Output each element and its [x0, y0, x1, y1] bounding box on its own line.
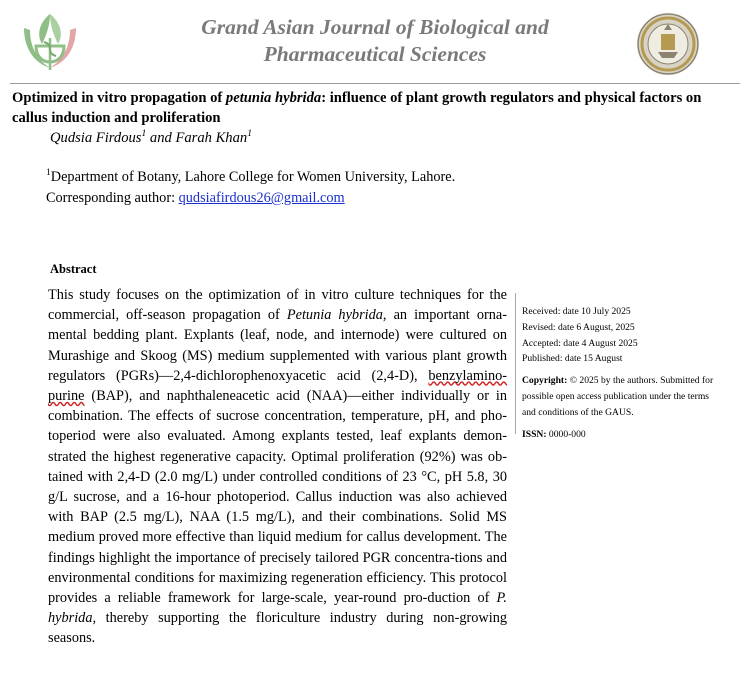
issn-label: ISSN:	[522, 428, 547, 440]
journal-title-line2: Pharmaceutical Sciences	[263, 42, 487, 66]
abstract-heading: Abstract	[50, 262, 97, 276]
journal-title	[150, 14, 600, 68]
affiliation-mark: 1	[46, 168, 51, 179]
abstract-text: thereby supporting the floriculture industry during non-growing seasons.	[48, 610, 507, 647]
accepted-date: Accepted: date 4 August 2025	[522, 337, 638, 349]
affiliation	[46, 169, 455, 186]
affiliation-text: Department of Botany, Lahore College for Women University, Lahore.	[50, 169, 456, 185]
author-2: and Farah Khan	[146, 130, 248, 146]
copyright-text: © 2025 by the authors. Submitted for possible open access publication under the terms and conditions of the GAUS.	[522, 375, 714, 418]
article-title	[12, 88, 730, 128]
sidebar-divider	[515, 293, 516, 434]
copyright-notice	[522, 373, 722, 420]
revised-date: Revised: date 6 August, 2025	[522, 321, 635, 333]
issn	[522, 427, 722, 443]
corresponding-label: Corresponding author:	[46, 190, 179, 206]
title-text-1: Optimized in vitro propagation of	[12, 90, 226, 106]
author-2-affiliation-mark: 1	[247, 129, 252, 140]
title-text-2: : influence of plant growth regulators and physical factors on callus induction and proliferation	[12, 90, 702, 126]
authors	[50, 130, 252, 147]
received-date: Received: date 10 July 2025	[522, 306, 631, 317]
copyright-label: Copyright:	[522, 375, 568, 387]
corresponding-email-link[interactable]: qudsiafirdous26@gmail.com	[178, 190, 345, 206]
issn-value: 0000-000	[546, 428, 586, 440]
university-seal-icon	[636, 12, 700, 76]
abstract-text: , an important orna-mental bedding plant. Explants (leaf, node, and internode) were cultured on Murashige and Skoog (MS) medium supplemented with various plant growth regulators (PGRs)—2,4-dichlorophenoxyacetic acid (2,4-D),	[48, 307, 507, 384]
header-divider	[10, 83, 740, 84]
corresponding-author	[46, 190, 345, 207]
title-species: petunia hybrida	[225, 90, 322, 106]
abstract-body	[48, 285, 507, 649]
journal-title-line1: Grand Asian Journal of Biological and	[201, 15, 549, 39]
author-1-affiliation-mark: 1	[141, 129, 147, 140]
abstract-species-abbrev: P. hybrida,	[48, 590, 507, 627]
abstract-text: This study focuses on the optimization of in vitro culture techniques for the commercial, off-season propagation of	[48, 287, 507, 324]
journal-logo	[16, 8, 84, 76]
abstract-text: (BAP), and naphthaleneacetic acid (NAA)—either individually or in combination. The effects of sucrose concentration, temperature, pH, and pho-toperiod were also evaluated. Among explants tested, leaf explants demon-strated the highest regenerative capacity. Optimal proliferation (92%) was ob-tained with 2,4-D (2.0 mg/L) under controlled conditions of 23 °C, pH 5.8, 30 g/L sucrose, and a 16-hour photoperiod. Callus induction was also achieved with BAP (2.5 mg/L), NAA (1.5 mg/L), and their combinations. Solid MS medium proved more effective than liquid medium for callus development. The findings highlight the importance of precisely tailored PGR concentra-tions and environmental conditions for maximizing regeneration efficiency. This protocol provides a reliable framework for large-scale, year-round pro-duction of	[48, 388, 507, 607]
author-1: Qudsia Firdous	[50, 130, 142, 146]
spellcheck-flagged-word: benzylamino-purine	[48, 367, 507, 405]
published-date: Published: date 15 August	[522, 353, 623, 365]
abstract-species: Petunia hybrida	[286, 307, 383, 324]
article-info-sidebar	[522, 304, 722, 442]
